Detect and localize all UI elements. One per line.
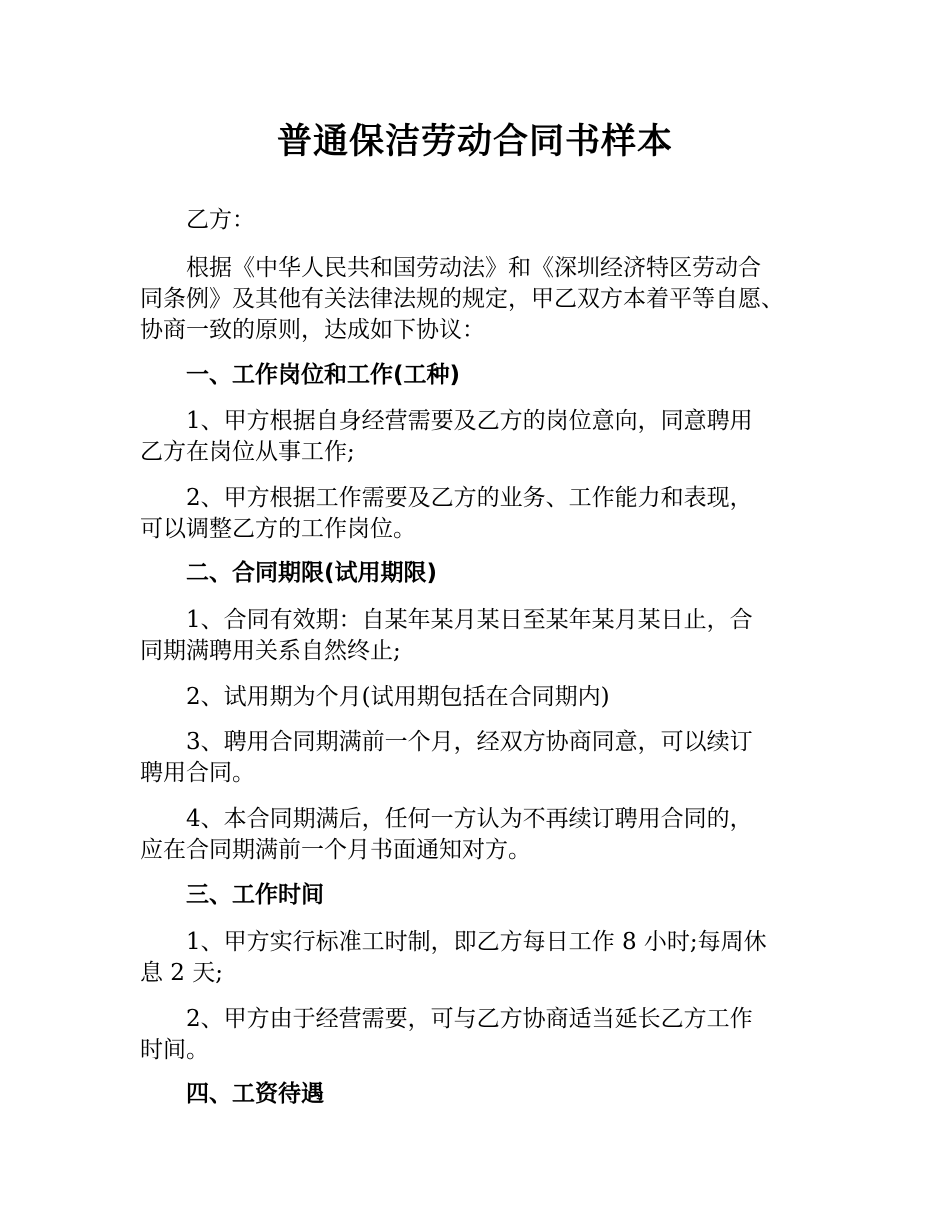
section-2-heading: 二、合同期限(试用期限) [186, 560, 438, 586]
section-2-paragraph-2 [140, 682, 840, 713]
section-2-p3-line-1: 3、聘用合同期满前一个月，经双方协商同意，可以续订 [186, 729, 753, 755]
section-1-p1-line-1: 1、甲方根据自身经营需要及乙方的岗位意向，同意聘用 [186, 408, 753, 434]
section-1-p2-line-2: 可以调整乙方的工作岗位。 [140, 516, 416, 542]
section-1-heading: 一、工作岗位和工作(工种) [186, 362, 461, 388]
section-3-heading: 三、工作时间 [186, 882, 324, 908]
document-title: 普通保洁劳动合同书样本 [276, 122, 673, 162]
section-1-p1-line-2: 乙方在岗位从事工作; [140, 439, 355, 465]
section-3-p2-line-2: 时间。 [140, 1037, 209, 1063]
section-2-p4-line-2: 应在合同期满前一个月书面通知对方。 [140, 837, 531, 863]
section-1-paragraph-1 [140, 406, 840, 468]
section-3-paragraph-1 [140, 927, 840, 989]
section-1-p2-line-1: 2、甲方根据工作需要及乙方的业务、工作能力和表现， [186, 485, 753, 511]
section-2-p4-line-1: 4、本合同期满后，任何一方认为不再续订聘用合同的， [186, 806, 753, 832]
intro-paragraph [140, 253, 840, 346]
intro-line-1: 根据《中华人民共和国劳动法》和《深圳经济特区劳动合 [186, 255, 761, 281]
section-4-heading: 四、工资待遇 [186, 1081, 324, 1107]
section-3-p1-line-1: 1、甲方实行标准工时制，即乙方每日工作 8 小时;每周休 [186, 929, 767, 955]
party-b-label: 乙方： [186, 207, 255, 233]
section-1-paragraph-2 [140, 483, 840, 545]
section-2-p1-line-1: 1、合同有效期：自某年某月某日至某年某月某日止，合 [186, 607, 753, 633]
intro-line-2: 同条例》及其他有关法律法规的规定，甲乙双方本着平等自愿、 [140, 286, 784, 312]
section-2-paragraph-4 [140, 804, 840, 866]
section-2-p3-line-2: 聘用合同。 [140, 760, 255, 786]
intro-line-3: 协商一致的原则，达成如下协议： [140, 317, 485, 343]
section-3-p2-line-1: 2、甲方由于经营需要，可与乙方协商适当延长乙方工作 [186, 1006, 753, 1032]
section-2-p2-line-1: 2、试用期为个月(试用期包括在合同期内) [186, 684, 610, 710]
party-b-line [140, 205, 840, 236]
section-2-paragraph-3 [140, 727, 840, 789]
section-3-paragraph-2 [140, 1004, 840, 1066]
section-3-p1-line-2: 息 2 天; [140, 960, 224, 986]
section-2-p1-line-2: 同期满聘用关系自然终止; [140, 638, 401, 664]
section-2-paragraph-1 [140, 605, 840, 667]
